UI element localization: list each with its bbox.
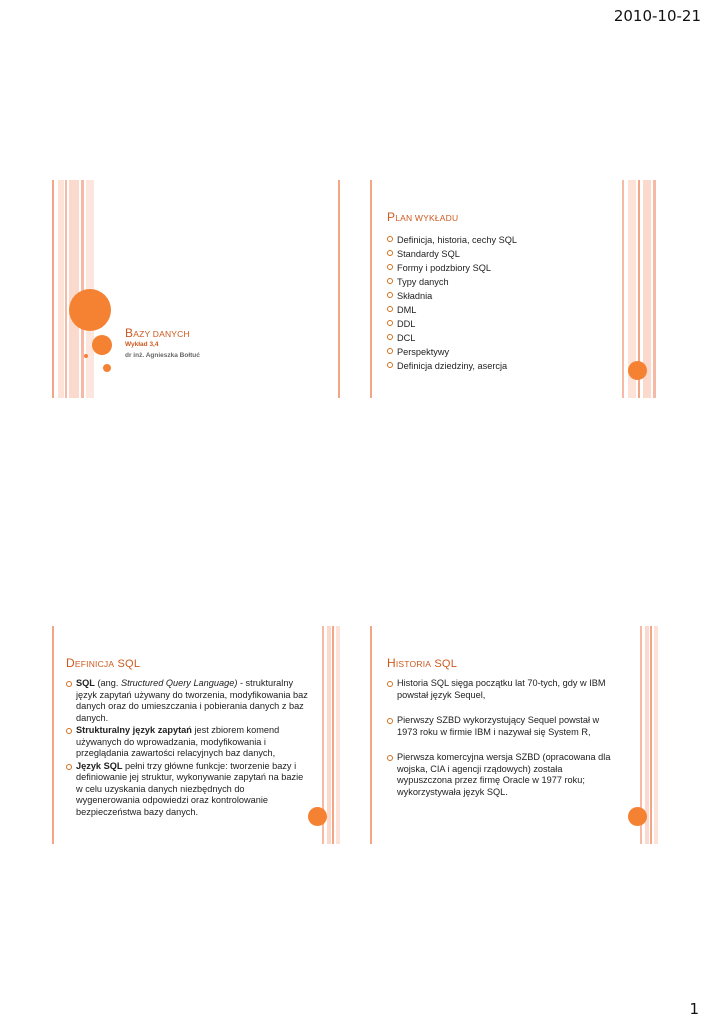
list-item: DDL: [387, 317, 617, 331]
bullet-icon: [66, 681, 72, 687]
list-item: Pierwszy SZBD wykorzystujący Sequel powstał w 1973 roku w firmie IBM i nazywał się System R,: [387, 715, 619, 738]
bullet-icon: [387, 334, 393, 340]
decorative-circle-medium: [92, 335, 112, 355]
decorative-stripe-left: [370, 626, 372, 844]
decorative-stripe-left: [370, 180, 372, 398]
decorative-stripe-left: [52, 626, 54, 844]
list-item: DCL: [387, 331, 617, 345]
decorative-stripe-right: [338, 180, 340, 398]
bullet-icon: [66, 728, 72, 734]
definition-list: [66, 678, 310, 818]
history-list: [387, 678, 619, 798]
bullet-icon: [387, 681, 393, 687]
list-item: Typy danych: [387, 275, 617, 289]
bullet-icon: [387, 278, 393, 284]
list-item: Formy i podzbiory SQL: [387, 261, 617, 275]
list-item: Pierwsza komercyjna wersja SZBD (opracowana dla wojska, CIA i agencji rządowych) została wypuszczona przez firmę Oracle w 1977 roku; wykorzystywała język SQL.: [387, 752, 619, 798]
list-item: Perspektywy: [387, 345, 617, 359]
lecture-subtitle: Wykład 3,4: [125, 341, 159, 348]
decorative-circle: [308, 807, 327, 826]
decorative-circle-large: [69, 289, 111, 331]
list-item: SQL (ang. Structured Query Language) - strukturalny język zapytań używany do tworzenia, modyfikowania baz danych oraz do umieszczania i pobierania danych z baz danych.: [66, 678, 310, 724]
bullet-icon: [387, 264, 393, 270]
slide-title-heading: BAZY DANYCH: [125, 326, 190, 340]
slide-plan: [370, 180, 660, 398]
bullet-icon: [387, 718, 393, 724]
bullet-icon: [387, 250, 393, 256]
decorative-circle-tiny: [84, 354, 88, 358]
author: dr inż. Agnieszka Bołtuć: [125, 352, 200, 359]
list-item: Strukturalny język zapytań jest zbiorem komend używanych do wprowadzania, modyfikowania i przeglądania zawartości relacyjnych baz danych,: [66, 725, 310, 760]
bullet-icon: [387, 755, 393, 761]
decorative-circle: [628, 361, 647, 380]
slide-title: [52, 180, 342, 398]
list-item: Język SQL pełni trzy główne funkcje: tworzenie bazy i definiowanie jej struktur, wykonywanie zapytań na bazie w celu uzyskania danych niezbędnych do wygenerowania odpowiedzi oraz kontrolowanie bezpieczeństwa bazy danych.: [66, 761, 310, 819]
list-item: Składnia: [387, 289, 617, 303]
plan-list: [387, 233, 617, 373]
decorative-circle-small: [103, 364, 111, 372]
page-date: 2010-10-21: [613, 7, 701, 25]
bullet-icon: [387, 362, 393, 368]
bullet-icon: [387, 320, 393, 326]
list-item: DML: [387, 303, 617, 317]
list-item: Standardy SQL: [387, 247, 617, 261]
bullet-icon: [66, 764, 72, 770]
slide-heading: DEFINICJA SQL: [66, 656, 141, 670]
slide-definition: [52, 626, 342, 844]
list-item: Definicja dziedziny, asercja: [387, 359, 617, 373]
list-item: Historia SQL sięga początku lat 70-tych, gdy w IBM powstał język Sequel,: [387, 678, 619, 701]
bullet-icon: [387, 306, 393, 312]
slide-heading: HISTORIA SQL: [387, 656, 458, 670]
bullet-icon: [387, 292, 393, 298]
decorative-circle: [628, 807, 647, 826]
slide-heading: PLAN WYKŁADU: [387, 210, 459, 224]
page-number: 1: [689, 1000, 699, 1018]
slide-history: [370, 626, 660, 844]
bullet-icon: [387, 348, 393, 354]
list-item: Definicja, historia, cechy SQL: [387, 233, 617, 247]
bullet-icon: [387, 236, 393, 242]
